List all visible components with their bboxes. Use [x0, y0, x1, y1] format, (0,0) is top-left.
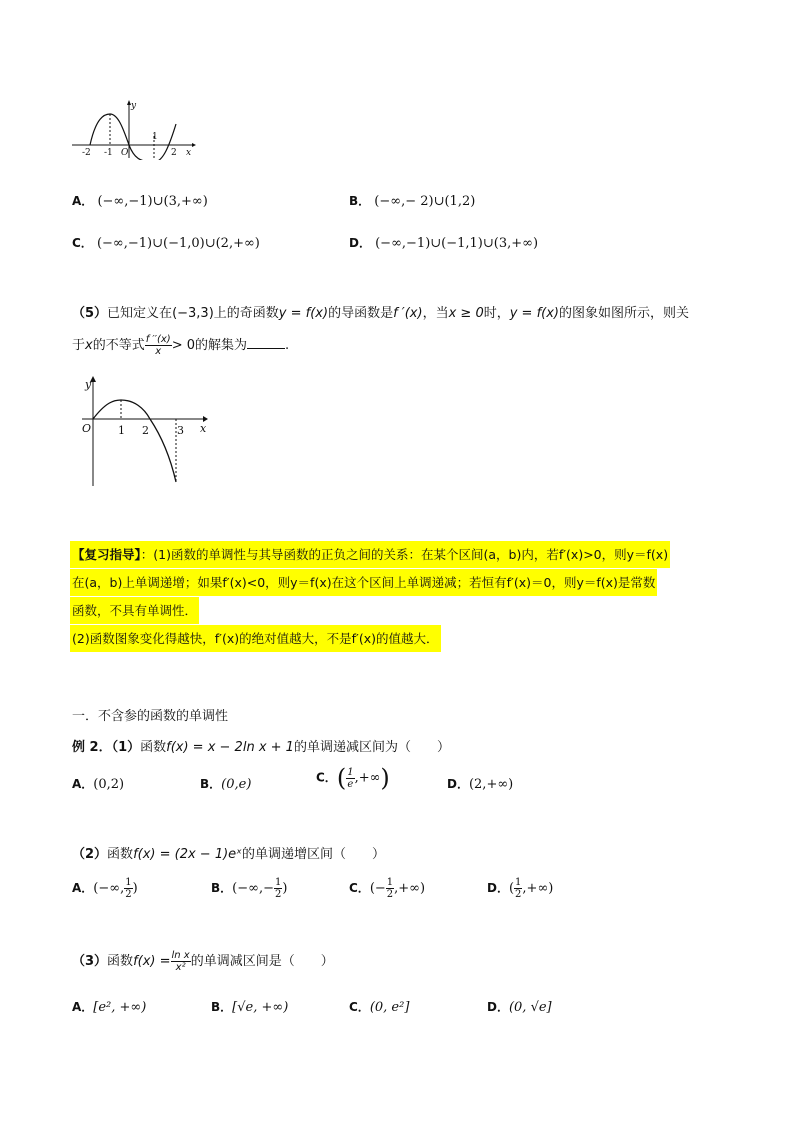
- q5-text-h: 的不等式: [92, 338, 145, 353]
- frac-den: 2: [515, 889, 522, 900]
- review-line-4: [70, 625, 441, 652]
- ex2-q1-option-b[interactable]: [200, 775, 251, 792]
- section-title: 一．不含参的函数的单调性: [72, 709, 229, 724]
- tick-neg2: -2: [82, 148, 91, 158]
- review-line-3: [70, 597, 199, 624]
- ex2-q3-lhs: f(x) =: [133, 954, 171, 969]
- ex2-label: 例 2．: [72, 740, 112, 755]
- option-value: (0,e): [221, 777, 252, 792]
- q5-ineq-rhs: > 0: [171, 338, 195, 353]
- review-text-4: (2)函数图象变化得越快，f′(x)的绝对值越大，不是f′(x)的值越大．: [72, 631, 439, 646]
- option-label: A．: [72, 1000, 94, 1014]
- option-value: (2,+∞): [468, 777, 514, 792]
- option-c-value: (−∞,−1)∪(−1,0)∪(2,+∞): [96, 236, 260, 251]
- option-label: B．: [211, 881, 233, 895]
- ex2-q1-option-a[interactable]: [72, 775, 124, 792]
- option-a-label: A．: [72, 194, 94, 208]
- option-label: D．: [447, 777, 469, 791]
- option-pre: (: [508, 881, 515, 896]
- tick-2: 2: [142, 424, 149, 437]
- q5-text-e: 时，: [483, 306, 510, 321]
- option-c[interactable]: [72, 234, 260, 251]
- option-a[interactable]: [72, 192, 208, 209]
- frac-den: 2: [386, 889, 394, 900]
- q5-deriv: f ′(x): [393, 306, 423, 321]
- frac-den: x²: [175, 962, 186, 973]
- tick-origin: O: [82, 422, 92, 435]
- option-d-label: D．: [349, 236, 371, 250]
- ex2-q3-option-c[interactable]: [349, 998, 409, 1015]
- q5-frac-den: x: [155, 346, 162, 357]
- option-pre: (−: [369, 881, 386, 896]
- tick-1: 1: [152, 132, 158, 142]
- option-label: C．: [349, 1000, 370, 1014]
- ex2-q3-option-a[interactable]: [72, 998, 146, 1015]
- q5-frac-num: f ′′(x): [145, 334, 171, 345]
- option-b[interactable]: [349, 192, 475, 209]
- q5-text-b: 上的奇函数: [213, 306, 279, 321]
- q5-text-end: .: [285, 338, 290, 353]
- q5-text-g: 于: [72, 338, 86, 353]
- ex2-q3-number: （3）: [72, 954, 108, 969]
- frac-num: 1: [515, 877, 522, 888]
- frac-num: 1: [274, 877, 282, 888]
- graph-function: [78, 374, 218, 490]
- option-value: ,+∞: [354, 770, 381, 786]
- tick-neg1: -1: [104, 148, 113, 158]
- x-label: x: [200, 422, 207, 435]
- curve: [93, 400, 176, 482]
- x-arrow: [192, 143, 196, 147]
- review-text-1: ：(1)函数的单调性与其导函数的正负之间的关系：在某个区间(a，b)内，若f′(x)>0，则y＝f(x): [140, 547, 669, 562]
- q5-var: x: [85, 338, 93, 353]
- ex2-q1-prefix: 函数: [140, 740, 167, 755]
- frac-num: 1: [347, 766, 354, 778]
- ex2-q2-option-d[interactable]: [487, 877, 553, 900]
- ex2-q2-option-b[interactable]: [211, 877, 287, 900]
- q5-fraction: [145, 334, 172, 357]
- ex2-q3-option-d[interactable]: [487, 998, 552, 1015]
- tick-3: 3: [177, 424, 184, 437]
- option-fraction: [386, 877, 394, 900]
- frac-num: 1: [386, 877, 394, 888]
- ex2-q3-fraction: [171, 950, 191, 973]
- option-b-value: (−∞,− 2)∪(1,2): [374, 194, 476, 209]
- ex2-q3: [72, 950, 334, 973]
- ex2-q2-number: （2）: [72, 847, 108, 862]
- ex2-q1-option-c[interactable]: [316, 764, 390, 792]
- option-label: A．: [72, 881, 94, 895]
- paren-close: ): [380, 764, 390, 792]
- review-title: 【复习指导】: [72, 547, 141, 562]
- frac-den: 2: [125, 889, 132, 900]
- option-value: (0, e²]: [369, 1000, 410, 1015]
- q5-number: （5）: [72, 306, 108, 321]
- review-line-2: [70, 569, 657, 596]
- option-value: [e², +∞): [93, 1000, 147, 1015]
- frac-num: 1: [125, 877, 132, 888]
- q5-line1: [72, 302, 689, 321]
- option-post: ): [132, 881, 138, 896]
- tick-origin: O: [121, 148, 129, 158]
- option-label: B．: [211, 1000, 233, 1014]
- ex2-q1: [72, 736, 450, 755]
- option-label: A．: [72, 777, 94, 791]
- option-label: B．: [200, 777, 222, 791]
- ex2-q2-option-c[interactable]: [349, 877, 425, 900]
- q5-text-i: 的解集为: [195, 338, 248, 353]
- q5-line2: [72, 334, 289, 357]
- frac-den: 2: [274, 889, 282, 900]
- ex2-q2-expr: f(x) = (2x − 1)eˣ: [133, 847, 242, 862]
- option-d[interactable]: [349, 234, 538, 251]
- curve: [90, 114, 176, 160]
- tick-1: 1: [118, 424, 125, 437]
- option-post: ,+∞): [394, 881, 426, 896]
- q5-text-a: 已知定义在: [107, 306, 173, 321]
- ex2-q2-prefix: 函数: [107, 847, 134, 862]
- option-c-fraction: [346, 767, 354, 790]
- ex2-q3-suffix: 的单调减区间是（ ）: [190, 954, 334, 969]
- q5-text-d: ，当: [422, 306, 449, 321]
- y-label: y: [85, 378, 92, 391]
- option-value: (0,2): [93, 777, 125, 792]
- x-label: x: [186, 148, 192, 158]
- option-pre: (−∞,−: [232, 881, 274, 896]
- option-fraction: [124, 877, 132, 900]
- graph-cubic: [68, 98, 198, 160]
- ex2-q1-option-d[interactable]: [447, 775, 513, 792]
- frac-num: ln x: [171, 950, 190, 961]
- option-post: ): [282, 881, 288, 896]
- option-c-label: C．: [72, 236, 93, 250]
- paren-open: (: [336, 764, 347, 792]
- option-label: D．: [487, 881, 509, 895]
- ex2-q1-expr: f(x) = x − 2ln x + 1: [166, 740, 294, 755]
- q5-text-f: 的图象如图所示，则关: [559, 306, 690, 321]
- q5-cond: x ≥ 0: [448, 306, 484, 321]
- option-d-value: (−∞,−1)∪(−1,1)∪(3,+∞): [375, 236, 539, 251]
- option-label: D．: [487, 1000, 509, 1014]
- option-label: C．: [349, 881, 370, 895]
- option-b-label: B．: [349, 194, 371, 208]
- y-label: y: [131, 101, 137, 111]
- ex2-q3-prefix: 函数: [107, 954, 134, 969]
- review-text-3: 函数，不具有单调性．: [72, 603, 198, 618]
- q5-func: y = f(x): [278, 306, 329, 321]
- option-value: (0, √e]: [508, 1000, 552, 1015]
- review-text-2: 在(a，b)上单调递增；如果f′(x)<0，则y＝f(x)在这个区间上单调递减；若恒有f′(x)＝0，则y＝f(x)是常数: [72, 575, 656, 590]
- review-line-1: [70, 541, 670, 568]
- option-a-value: (−∞,−1)∪(3,+∞): [97, 194, 208, 209]
- ex2-q3-option-b[interactable]: [211, 998, 288, 1015]
- option-pre: (−∞,: [93, 881, 125, 896]
- q5-text-c: 的导函数是: [328, 306, 394, 321]
- q5-interval: (−3,3): [172, 306, 214, 321]
- q5-func2: y = f(x): [509, 306, 559, 321]
- option-value: [√e, +∞): [232, 1000, 289, 1015]
- tick-2: 2: [171, 148, 177, 158]
- option-post: ,+∞): [522, 881, 554, 896]
- ex2-q1-suffix: 的单调递减区间为（ ）: [293, 740, 450, 755]
- option-label: C．: [316, 770, 337, 785]
- ex2-q2-suffix: 的单调递增区间（ ）: [241, 847, 385, 862]
- frac-den: e: [347, 778, 354, 790]
- ex2-q2-option-a[interactable]: [72, 877, 138, 900]
- ex2-q1-number: （1）: [111, 740, 141, 755]
- ex2-q2: [72, 843, 385, 862]
- answer-blank[interactable]: [247, 348, 285, 349]
